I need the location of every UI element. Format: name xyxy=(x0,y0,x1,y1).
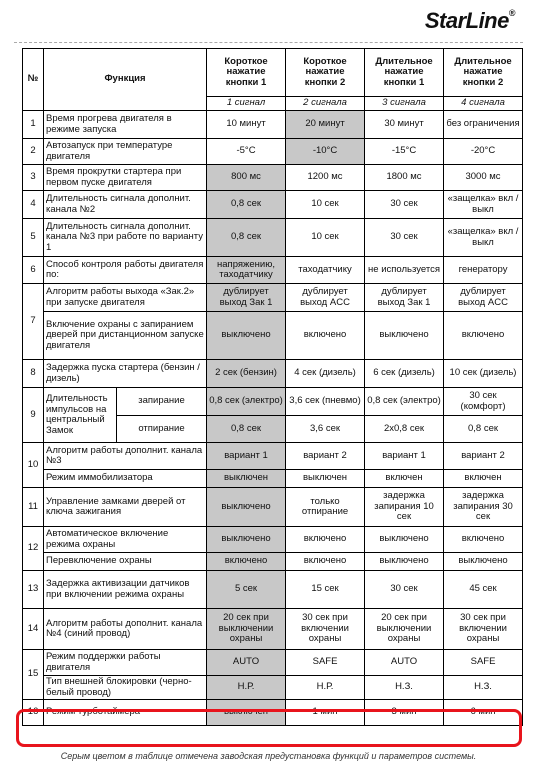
value-cell: 1800 мс xyxy=(365,165,444,191)
table-row xyxy=(23,571,523,609)
header-col-3: Длительное нажатие кнопки 1 xyxy=(365,49,444,97)
value-cell-default: 800 мс xyxy=(207,165,286,191)
value-cell-default: 0,8 сек xyxy=(207,219,286,257)
value-cell-default: 5 сек xyxy=(207,571,286,609)
row-number: 2 xyxy=(23,139,44,165)
header-function: Функция xyxy=(44,49,207,111)
function-label: Режим иммобилизатора xyxy=(44,470,207,488)
header-col-4: Длительное нажатие кнопки 2 xyxy=(444,49,523,97)
row-number: 12 xyxy=(23,527,44,571)
value-cell: 3,6 сек (пневмо) xyxy=(286,388,365,416)
function-label: Автоматическое включение режима охраны xyxy=(44,527,207,553)
table-row xyxy=(23,488,523,527)
value-cell: только отпирание xyxy=(286,488,365,527)
function-label: Тип внешней блокировки (черно-белый провод) xyxy=(44,676,207,700)
function-label: Перевключение охраны xyxy=(44,553,207,571)
sub-label: отпирание xyxy=(117,416,207,443)
value-cell: включен xyxy=(444,470,523,488)
function-label: Длительность импульсов на центральный Замок xyxy=(44,388,117,443)
function-label: Время прогрева двигателя в режиме запуска xyxy=(44,111,207,139)
value-cell: 45 сек xyxy=(444,571,523,609)
row-number: 8 xyxy=(23,360,44,388)
value-cell: включен xyxy=(365,470,444,488)
row-number: 15 xyxy=(23,650,44,700)
value-cell: таходатчику xyxy=(286,257,365,284)
value-cell-default: дублирует выход Зак 1 xyxy=(207,284,286,312)
value-cell: 1200 мс xyxy=(286,165,365,191)
value-cell: 3 мин xyxy=(365,700,444,726)
function-label: Время прокрутки стартера при первом пуске двигателя xyxy=(44,165,207,191)
value-cell: включено xyxy=(286,527,365,553)
value-cell: 30 сек xyxy=(365,219,444,257)
table-row xyxy=(23,609,523,650)
value-cell: выключено xyxy=(444,553,523,571)
value-cell: 10 сек (дизель) xyxy=(444,360,523,388)
value-cell: AUTO xyxy=(365,650,444,676)
row-number: 6 xyxy=(23,257,44,284)
table-row xyxy=(23,470,523,488)
value-cell-default: Н.Р. xyxy=(207,676,286,700)
function-label: Управление замками дверей от ключа зажигания xyxy=(44,488,207,527)
value-cell: включено xyxy=(286,312,365,360)
function-label: Задержка активизации датчиков при включении режима охраны xyxy=(44,571,207,609)
value-cell: задержка запирания 30 сек xyxy=(444,488,523,527)
table-row xyxy=(23,553,523,571)
function-label: Алгоритм работы выхода «Зак.2» при запуске двигателя xyxy=(44,284,207,312)
value-cell: 0,8 сек xyxy=(444,416,523,443)
table-row xyxy=(23,191,523,219)
value-cell: включено xyxy=(286,553,365,571)
value-cell: 30 минут xyxy=(365,111,444,139)
value-cell: «защелка» вкл / выкл xyxy=(444,219,523,257)
table-row xyxy=(23,219,523,257)
value-cell-default: 0,8 сек (электро) xyxy=(207,388,286,416)
value-cell: 30 сек (комфорт) xyxy=(444,388,523,416)
value-cell: дублирует выход Зак 1 xyxy=(365,284,444,312)
value-cell-default: 0,8 сек xyxy=(207,416,286,443)
value-cell: 10 минут xyxy=(207,111,286,139)
row-number: 14 xyxy=(23,609,44,650)
value-cell: 2х0,8 сек xyxy=(365,416,444,443)
row-number: 9 xyxy=(23,388,44,443)
value-cell: -5°С xyxy=(207,139,286,165)
value-cell-default: напряжению, таходатчику xyxy=(207,257,286,284)
value-cell: 30 сек при включении охраны xyxy=(286,609,365,650)
value-cell: 0,8 сек (электро) xyxy=(365,388,444,416)
table-row xyxy=(23,312,523,360)
value-cell: вариант 2 xyxy=(286,443,365,470)
value-cell: 6 мин xyxy=(444,700,523,726)
settings-table xyxy=(22,48,523,726)
value-cell: SAFE xyxy=(286,650,365,676)
value-cell: включено xyxy=(444,527,523,553)
table-row xyxy=(23,139,523,165)
value-cell: дублирует выход ACC xyxy=(286,284,365,312)
value-cell-default: 2 сек (бензин) xyxy=(207,360,286,388)
row-number: 7 xyxy=(23,284,44,360)
value-cell: выключен xyxy=(286,470,365,488)
value-cell-default: выключено xyxy=(207,527,286,553)
value-cell: вариант 1 xyxy=(365,443,444,470)
value-cell: 6 сек (дизель) xyxy=(365,360,444,388)
value-cell: выключено xyxy=(365,527,444,553)
value-cell: Н.З. xyxy=(365,676,444,700)
function-label: Включение охраны с запиранием дверей при дистанционном запуске двигателя xyxy=(44,312,207,360)
sub-label: запирание xyxy=(117,388,207,416)
header-col-2: Короткое нажатие кнопки 2 xyxy=(286,49,365,97)
value-cell: задержка запирания 10 сек xyxy=(365,488,444,527)
function-label: Длительность сигнала дополнит. канала №2 xyxy=(44,191,207,219)
value-cell: Н.З. xyxy=(444,676,523,700)
row-number: 10 xyxy=(23,443,44,488)
value-cell-default: выключено xyxy=(207,488,286,527)
value-cell-default: выключен xyxy=(207,700,286,726)
table-row xyxy=(23,676,523,700)
value-cell: генератору xyxy=(444,257,523,284)
value-cell: выключено xyxy=(365,312,444,360)
value-cell: 20 сек при выключении охраны xyxy=(365,609,444,650)
value-cell: -20°С xyxy=(444,139,523,165)
value-cell: выключено xyxy=(365,553,444,571)
signal-1: 1 сигнал xyxy=(207,97,286,111)
value-cell: не используется xyxy=(365,257,444,284)
function-label: Режим турботаймера xyxy=(44,700,207,726)
value-cell: 3000 мс xyxy=(444,165,523,191)
value-cell: «защелка» вкл / выкл xyxy=(444,191,523,219)
row-number: 5 xyxy=(23,219,44,257)
value-cell-default: 20 минут xyxy=(286,111,365,139)
table-row xyxy=(23,284,523,312)
footnote: Серым цветом в таблице отмечена заводская предустановка функций и параметров системы. xyxy=(60,751,477,761)
brand-logo: StarLine® xyxy=(424,8,515,33)
value-cell: -15°С xyxy=(365,139,444,165)
row-number: 13 xyxy=(23,571,44,609)
function-label: Алгоритм работы дополнит. канала №3 xyxy=(44,443,207,470)
value-cell: 10 сек xyxy=(286,219,365,257)
value-cell-default: выключено xyxy=(207,312,286,360)
value-cell: 30 сек xyxy=(365,571,444,609)
function-label: Автозапуск при температуре двигателя xyxy=(44,139,207,165)
row-number: 16 xyxy=(23,700,44,726)
value-cell: 4 сек (дизель) xyxy=(286,360,365,388)
row-number: 4 xyxy=(23,191,44,219)
signal-3: 3 сигнала xyxy=(365,97,444,111)
table-row xyxy=(23,527,523,553)
value-cell-default: 0,8 сек xyxy=(207,191,286,219)
table-row xyxy=(23,443,523,470)
function-label: Способ контроля работы двигателя по: xyxy=(44,257,207,284)
table-row xyxy=(23,360,523,388)
value-cell: включено xyxy=(444,312,523,360)
value-cell: 15 сек xyxy=(286,571,365,609)
row-number: 11 xyxy=(23,488,44,527)
value-cell: 10 сек xyxy=(286,191,365,219)
value-cell: 30 сек при включении охраны xyxy=(444,609,523,650)
table-row xyxy=(23,165,523,191)
row-number: 3 xyxy=(23,165,44,191)
value-cell: 30 сек xyxy=(365,191,444,219)
header-num: № xyxy=(23,49,44,111)
value-cell-default: включено xyxy=(207,553,286,571)
value-cell: дублирует выход ACC xyxy=(444,284,523,312)
function-label: Длительность сигнала дополнит. канала №3 при работе по варианту 1 xyxy=(44,219,207,257)
value-cell-default: выключен xyxy=(207,470,286,488)
value-cell: SAFE xyxy=(444,650,523,676)
value-cell: Н.Р. xyxy=(286,676,365,700)
function-label: Задержка пуска стартера (бензин / дизель) xyxy=(44,360,207,388)
value-cell-default: -10°С xyxy=(286,139,365,165)
row-number: 1 xyxy=(23,111,44,139)
function-label: Алгоритм работы дополнит. канала №4 (синий провод) xyxy=(44,609,207,650)
value-cell-default: вариант 1 xyxy=(207,443,286,470)
header-divider xyxy=(14,42,523,44)
value-cell-default: 20 сек при выключении охраны xyxy=(207,609,286,650)
value-cell-default: AUTO xyxy=(207,650,286,676)
table-header-row xyxy=(23,49,523,97)
value-cell: вариант 2 xyxy=(444,443,523,470)
table-row xyxy=(23,257,523,284)
signal-4: 4 сигнала xyxy=(444,97,523,111)
value-cell: без ограничения xyxy=(444,111,523,139)
signal-2: 2 сигнала xyxy=(286,97,365,111)
function-label: Режим поддержки работы двигателя xyxy=(44,650,207,676)
header-col-1: Короткое нажатие кнопки 1 xyxy=(207,49,286,97)
table-row xyxy=(23,388,523,416)
table-row xyxy=(23,111,523,139)
table-row xyxy=(23,650,523,676)
value-cell: 3,6 сек xyxy=(286,416,365,443)
value-cell: 1 мин xyxy=(286,700,365,726)
turbotimer-highlight-frame xyxy=(16,709,522,747)
